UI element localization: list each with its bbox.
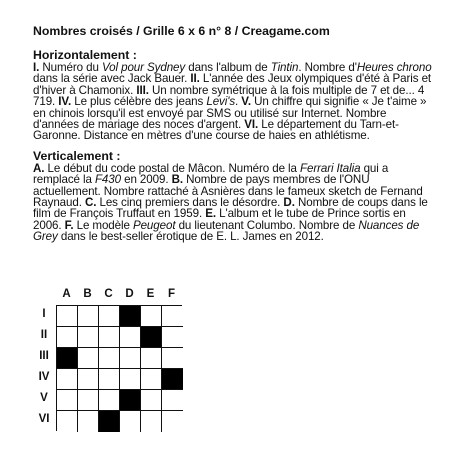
crossword-grid-area: [34, 288, 214, 448]
clue-text: dans l'album de: [185, 61, 271, 74]
row-label: VI: [38, 413, 50, 425]
grid-cell[interactable]: [162, 411, 183, 432]
grid-cell[interactable]: [141, 369, 162, 390]
grid-cell[interactable]: [57, 327, 78, 348]
column-label: A: [62, 288, 71, 300]
clue-text: Vol pour Sydney: [101, 61, 186, 74]
clue-number: V.: [241, 95, 251, 109]
clue-text: Tintin: [270, 61, 299, 74]
grid-cell[interactable]: [57, 306, 78, 327]
clue-text: Numéro du: [39, 61, 102, 74]
grid-cell-black: [120, 390, 141, 411]
grid-cell[interactable]: [162, 327, 183, 348]
clue-text: en 2009.: [120, 173, 172, 187]
clue-text: Nombre de pays membres de l'ONU actuellement. Nombre rattaché à Asnières dans le fameux sketch de Fernand Raynaud.: [33, 173, 423, 210]
grid-cell[interactable]: [162, 390, 183, 411]
column-label: F: [167, 288, 176, 300]
grid-cell[interactable]: [120, 369, 141, 390]
row-label: II: [40, 329, 48, 341]
grid-cell[interactable]: [78, 390, 99, 411]
grid-cell[interactable]: [162, 348, 183, 369]
vertical-heading: Verticalement :: [33, 148, 121, 163]
grid-cell[interactable]: [78, 306, 99, 327]
grid-cell-black: [120, 306, 141, 327]
clue-number: I.: [33, 61, 40, 74]
clue-text: L'album et le tube de Prince sortis en 2006.: [33, 207, 406, 232]
page-title: Nombres croisés / Grille 6 x 6 n° 8 / Creagame.com: [33, 24, 330, 38]
row-label: IV: [38, 371, 50, 383]
grid-cell[interactable]: [99, 327, 120, 348]
clue-number: IV.: [58, 95, 72, 109]
clue-number: C.: [84, 196, 97, 210]
grid-cell[interactable]: [120, 348, 141, 369]
column-label: D: [125, 288, 134, 300]
clue-number: III.: [136, 83, 149, 97]
grid-cell[interactable]: [141, 390, 162, 411]
column-label: C: [104, 288, 113, 300]
grid-cell[interactable]: [57, 369, 78, 390]
clue-number: A.: [33, 161, 45, 175]
grid-cell[interactable]: [57, 390, 78, 411]
grid-cell[interactable]: [120, 411, 141, 432]
horizontal-heading: Horizontalement :: [33, 48, 137, 62]
grid-cell[interactable]: [78, 348, 99, 369]
clue-text: du lieutenant Columbo. Nombre de: [175, 218, 359, 232]
clue-text: L'année des Jeux olympiques d'été à Paris et d'hiver à Chamonix.: [33, 72, 432, 97]
grid-cell[interactable]: [57, 411, 78, 432]
grid-cell[interactable]: [99, 369, 120, 390]
clue-text: Un chiffre qui signifie « Je t'aime » en chinois lorsqu'il est envoyé par SMS ou utilisé sur Internet. Nombre d'années de mariage des noces d'argent.: [33, 95, 427, 132]
grid-cell[interactable]: [78, 369, 99, 390]
clue-text: Levi's: [206, 95, 236, 109]
row-label: I: [42, 308, 46, 320]
clue-text: Heures chrono: [356, 61, 432, 74]
clue-text: . Nombre d': [298, 61, 357, 74]
grid-cell-black: [99, 411, 120, 432]
clue-number: B.: [171, 173, 183, 187]
grid-cell[interactable]: [141, 348, 162, 369]
row-label: III: [39, 350, 49, 362]
clue-text: Le modèle: [73, 218, 133, 232]
grid-cell[interactable]: [78, 411, 99, 432]
vertical-clues: [33, 163, 433, 243]
clue-text: qui a remplacé la: [33, 161, 389, 187]
grid-cell[interactable]: [99, 348, 120, 369]
grid-cell[interactable]: [141, 411, 162, 432]
grid-cell-black: [57, 348, 78, 369]
grid-cell[interactable]: [78, 327, 99, 348]
grid-cell-black: [162, 369, 183, 390]
crossword-grid: [56, 305, 182, 431]
clue-number: F.: [64, 218, 74, 232]
clue-text: Le début du code postal de Mâcon. Numéro de la: [44, 161, 300, 175]
column-label: E: [146, 288, 155, 300]
clue-text: Le département du Tarn-et-Garonne. Distance en mètres d'une course de haies en athlétisme.: [33, 118, 399, 143]
grid-cell[interactable]: [120, 327, 141, 348]
clue-number: II.: [190, 72, 200, 86]
grid-cell[interactable]: [162, 306, 183, 327]
column-label: B: [83, 288, 92, 300]
clue-text: .: [235, 95, 242, 109]
clue-text: Nombre de coups dans le film de François Truffaut en 1959.: [33, 196, 428, 221]
clue-text: dans le best-seller érotique de E. L. James en 2012.: [57, 230, 324, 244]
clue-text: Peugeot: [132, 218, 176, 232]
row-label: V: [40, 392, 48, 404]
clue-text: dans la série avec Jack Bauer.: [33, 72, 191, 86]
clue-text: Le plus célèbre des jeans: [71, 95, 207, 109]
grid-cell[interactable]: [99, 390, 120, 411]
clue-text: Nuances de Grey: [33, 218, 420, 244]
grid-cell[interactable]: [99, 306, 120, 327]
clue-text: Un nombre symétrique à la fois multiple de 7 et de... 4 719.: [33, 83, 425, 109]
puzzle-page: [33, 24, 433, 251]
clue-number: VI.: [244, 118, 259, 132]
clue-number: E.: [205, 207, 216, 221]
clue-number: D.: [283, 196, 295, 210]
grid-cell[interactable]: [141, 306, 162, 327]
clue-text: Ferrari Italia: [300, 161, 361, 175]
clue-text: F430: [94, 173, 121, 187]
horizontal-clues: [33, 62, 433, 142]
grid-cell-black: [141, 327, 162, 348]
clue-text: Les cinq premiers dans le désordre.: [96, 196, 284, 210]
